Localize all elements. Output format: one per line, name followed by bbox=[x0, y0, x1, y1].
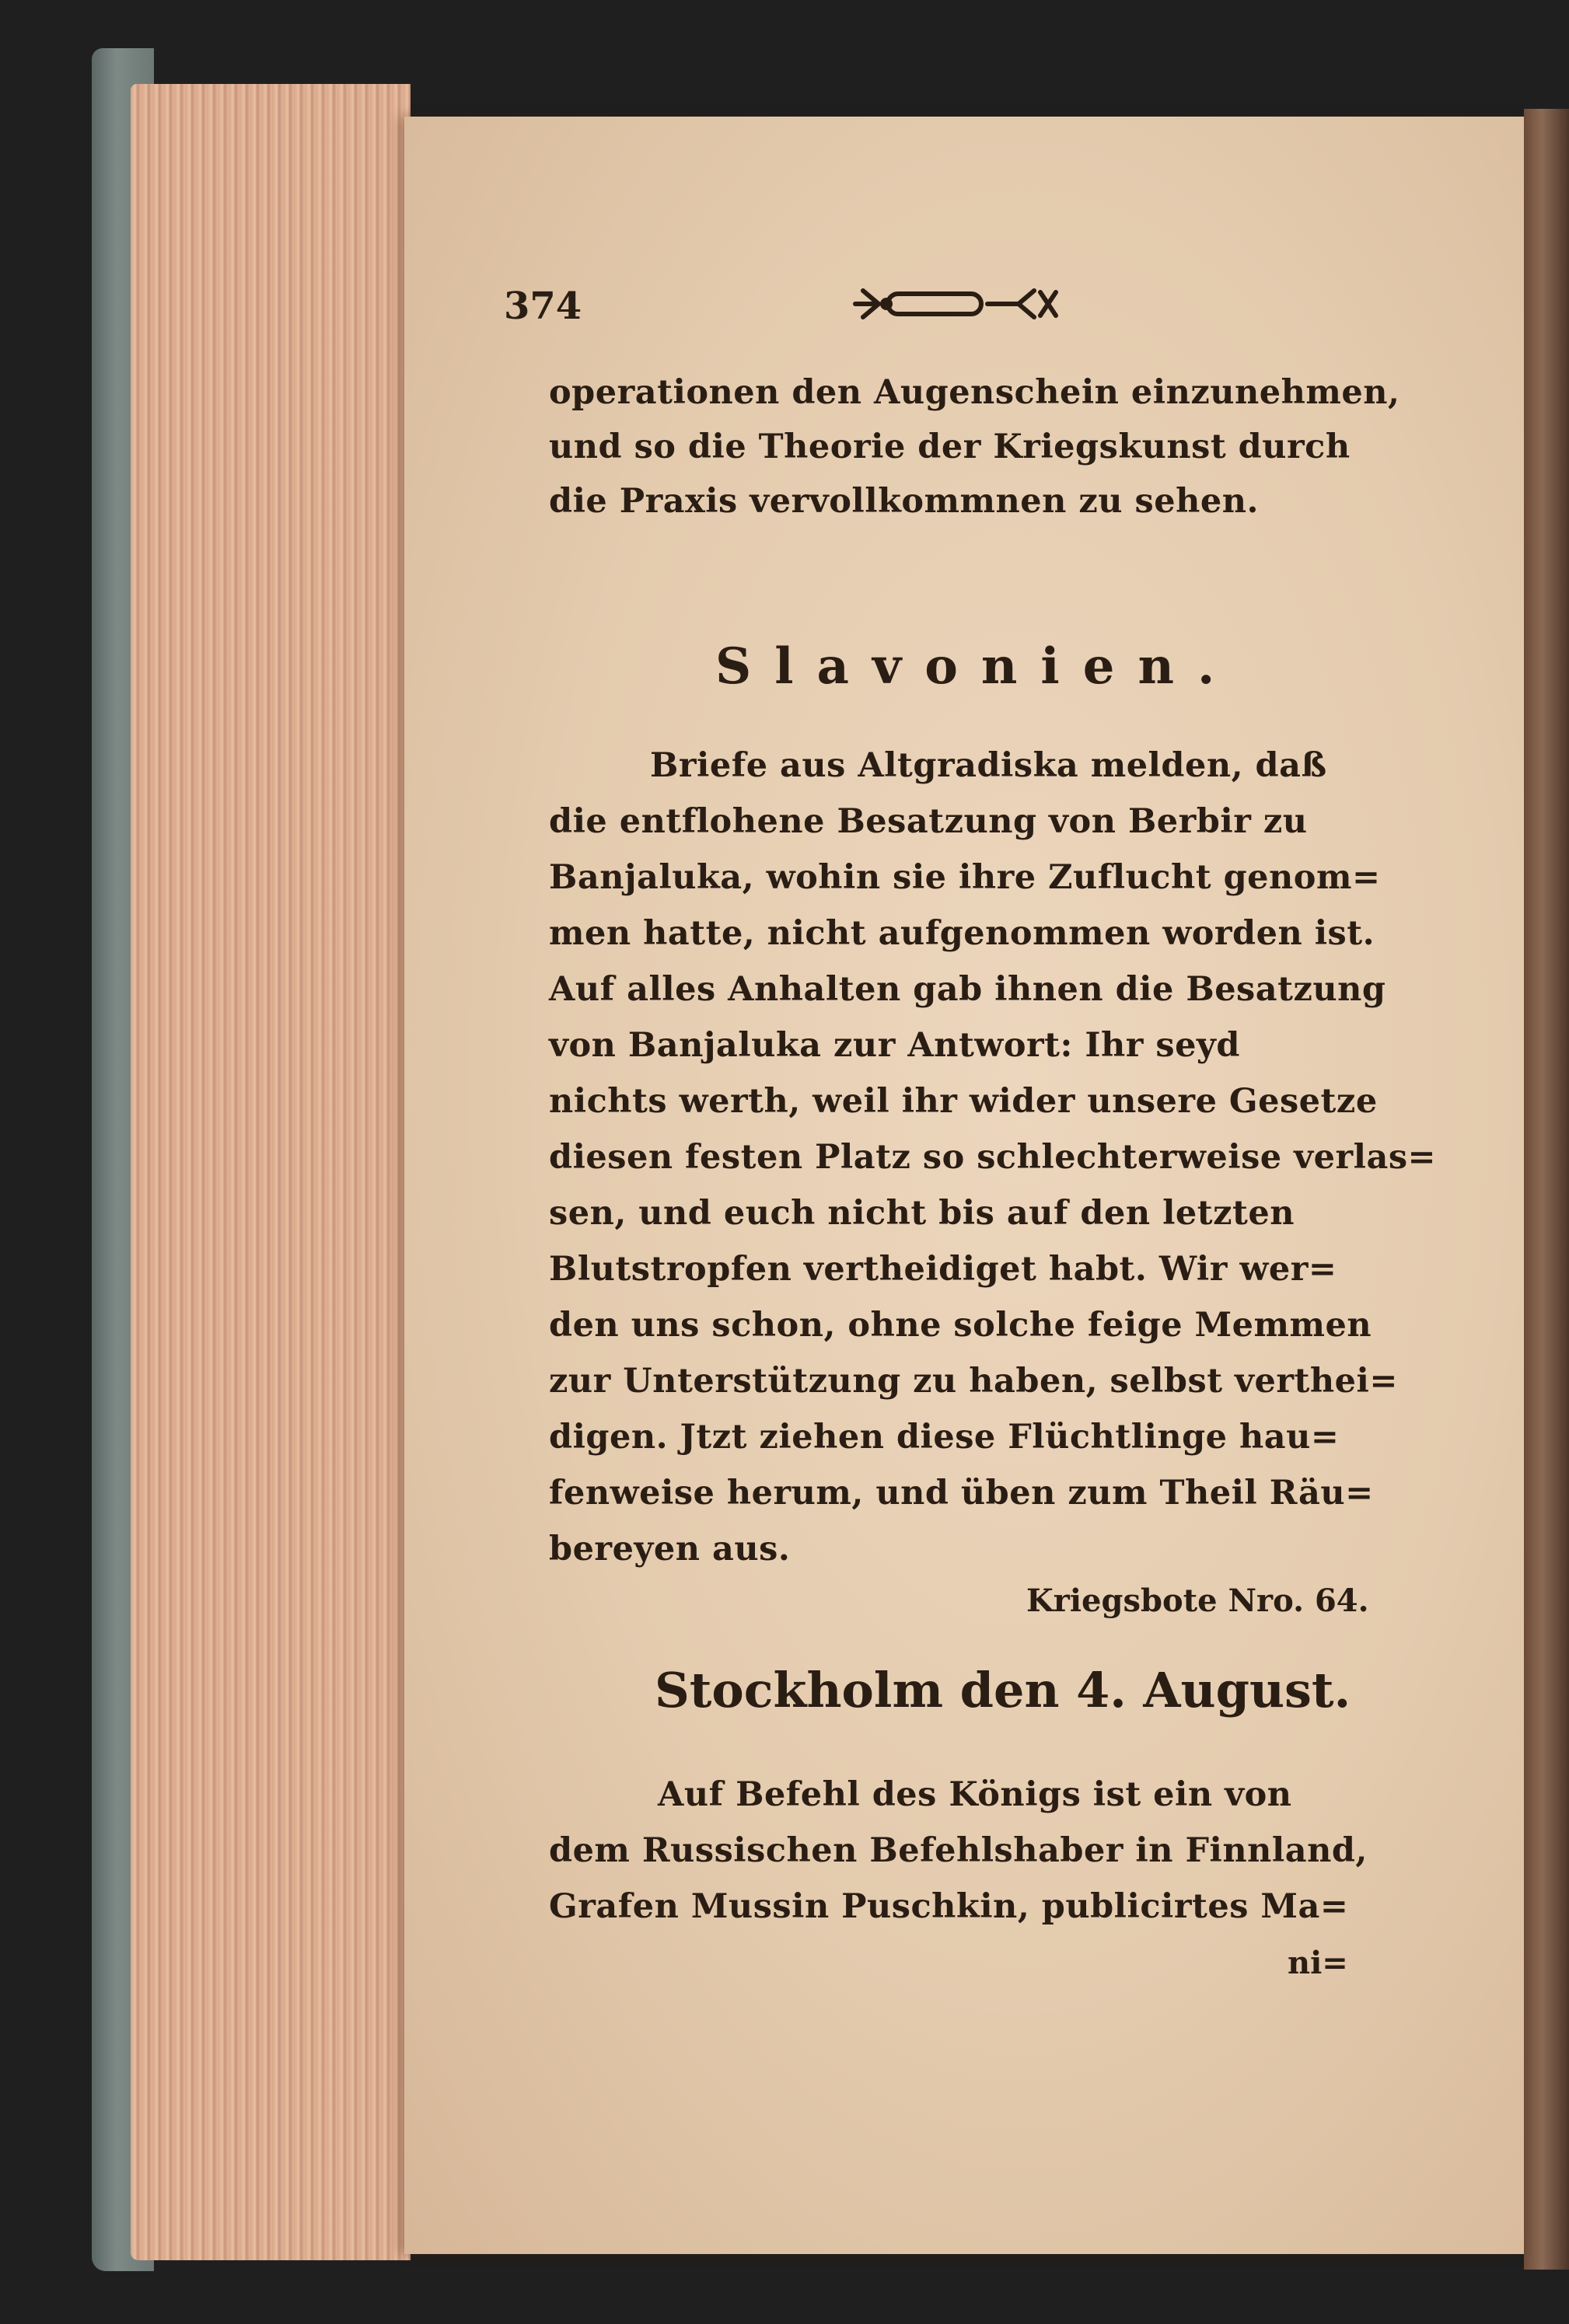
paragraph-line: Auf alles Anhalten gab ihnen die Besatzung bbox=[549, 970, 1386, 1009]
page-number: 374 bbox=[504, 284, 582, 328]
paragraph-line: die entflohene Besatzung von Berbir zu bbox=[549, 802, 1308, 841]
paragraph-line: diesen festen Platz so schlechterweise verlas= bbox=[549, 1138, 1437, 1177]
paragraph-line: Grafen Mussin Puschkin, publicirtes Ma= bbox=[549, 1887, 1349, 1926]
paragraph-line: digen. Jtzt ziehen diese Flüchtlinge hau= bbox=[549, 1418, 1340, 1457]
section-heading-slavonien: Slavonien. bbox=[715, 637, 1239, 696]
ornament-icon bbox=[840, 277, 1073, 331]
source-citation: Kriegsbote Nro. 64. bbox=[1026, 1582, 1369, 1619]
section-heading-stockholm: Stockholm den 4. August. bbox=[655, 1662, 1351, 1719]
paragraph-line: von Banjaluka zur Antwort: Ihr seyd bbox=[549, 1026, 1240, 1065]
paragraph-line: den uns schon, ohne solche feige Memmen bbox=[549, 1306, 1372, 1345]
book-gutter bbox=[1524, 109, 1569, 2270]
paragraph-line: nichts werth, weil ihr wider unsere Gesetze bbox=[549, 1082, 1378, 1121]
top-line-3: die Praxis vervollkommnen zu sehen. bbox=[549, 482, 1259, 521]
catchword: ni= bbox=[1288, 1945, 1348, 1981]
top-line-2: und so die Theorie der Kriegskunst durch bbox=[549, 427, 1351, 466]
paragraph-line: sen, und euch nicht bis auf den letzten bbox=[549, 1194, 1295, 1233]
paragraph-line: dem Russischen Befehlshaber in Finnland, bbox=[549, 1831, 1368, 1870]
paragraph-line: Auf Befehl des Königs ist ein von bbox=[658, 1775, 1292, 1814]
paragraph-line: Blutstropfen vertheidiget habt. Wir wer= bbox=[549, 1250, 1337, 1289]
paragraph-line: bereyen aus. bbox=[549, 1530, 791, 1569]
paragraph-line: zur Unterstützung zu haben, selbst verthei= bbox=[549, 1362, 1398, 1401]
paragraph-line: men hatte, nicht aufgenommen worden ist. bbox=[549, 914, 1375, 953]
paragraph-line: fenweise herum, und üben zum Theil Räu= bbox=[549, 1474, 1374, 1513]
paragraph-line: Banjaluka, wohin sie ihre Zuflucht genom= bbox=[549, 858, 1381, 897]
top-line-1: operationen den Augenschein einzunehmen, bbox=[549, 373, 1400, 412]
page-edges-stack bbox=[131, 84, 411, 2260]
paragraph-line: Briefe aus Altgradiska melden, daß bbox=[650, 746, 1327, 785]
